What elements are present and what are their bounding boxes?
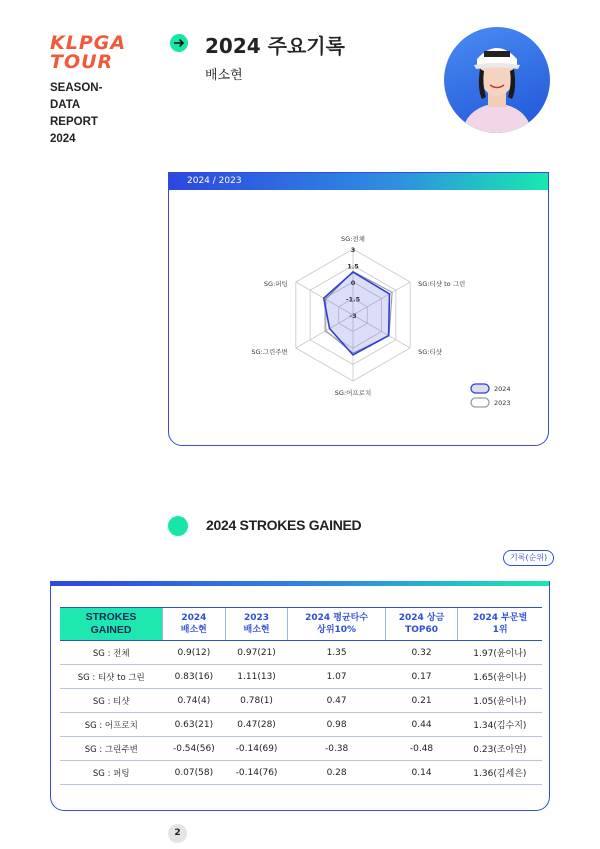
report-sub2: REPORT [50,116,98,128]
radar-axis-label: SG:어프로치 [334,389,372,397]
header-strokes-gained: STROKES GAINED [60,608,163,641]
table-cell: 0.83(16) [163,665,226,689]
radar-axis-label: SG:티샷 to 그린 [418,280,466,288]
radar-tick-label: -1.5 [345,295,361,304]
section-title: 2024 STROKES GAINED [206,517,362,533]
table-cell: 0.14 [385,761,457,785]
table-cell: 1.65(윤이나) [458,665,542,689]
row-label: SG : 티샷 [60,689,163,713]
table-cell: 1.07 [288,665,385,689]
table-cell: 1.11(13) [225,665,288,689]
radar-axis-label: SG:그린주변 [251,348,288,356]
row-label: SG : 그린주변 [60,737,163,761]
record-rank-badge: 기록(순위) [503,550,554,566]
table-cell: 1.34(김수지) [458,713,542,737]
radar-tick-label: 1.5 [347,262,359,271]
radar-tick-label: 3 [350,246,356,254]
legend-swatch-2024 [471,384,489,393]
logo-line1: KLPGA [50,32,127,54]
radar-axis-label: SG:전체 [341,235,365,243]
legend-label: 2024 [494,385,511,393]
table-header-cell: 2024 평균타수 상위10% [288,608,385,641]
table-row [60,641,542,665]
table-cell: -0.38 [288,737,385,761]
table-cell: 0.97(21) [225,641,288,665]
table-cell: 0.47 [288,689,385,713]
table-header-cell: 2024 부문별 1위 [458,608,542,641]
table-cell: 1.36(김세은) [458,761,542,785]
table-header-cell: 2024 배소현 [163,608,226,641]
table-header-cell: 2024 상금 TOP60 [385,608,457,641]
table-cell: 0.44 [385,713,457,737]
player-avatar [444,27,550,133]
table-row [60,761,542,785]
table-cell: 0.47(28) [225,713,288,737]
legend-swatch-2023 [471,398,489,407]
logo-line2: TOUR [50,51,114,73]
radar-card [168,172,549,446]
table-cell: 0.23(조아연) [458,737,542,761]
row-label: SG : 티샷 to 그린 [60,665,163,689]
table-cell: 0.98 [288,713,385,737]
table-cell: 0.28 [288,761,385,785]
section-dot-icon [168,516,188,536]
legend-label: 2023 [494,399,511,407]
table-row [60,665,542,689]
radar-chart [169,190,547,445]
radar-axis-label: SG:티샷 [418,348,443,356]
table-cell: -0.48 [385,737,457,761]
radar-tick-label: -3 [349,312,357,320]
table-cell: 1.05(윤이나) [458,689,542,713]
table-cell: 0.21 [385,689,457,713]
table-cell: 0.32 [385,641,457,665]
table-cell: 1.35 [288,641,385,665]
table-header-row [60,608,542,641]
radar-axis-label: SG:퍼팅 [263,280,288,288]
report-sub1: SEASON-DATA [50,82,103,111]
table-header-cell: 2023 배소현 [225,608,288,641]
strokes-gained-card [50,581,550,811]
table-cell: 0.78(1) [225,689,288,713]
table-cell: 1.97(윤이나) [458,641,542,665]
page-title: 2024 주요기록 [205,34,345,58]
table-body [60,641,542,785]
table-cell: -0.14(76) [225,761,288,785]
table-cell: 0.07(58) [163,761,226,785]
table-cell: 0.63(21) [163,713,226,737]
table-cell: 0.74(4) [163,689,226,713]
table-cell: 0.9(12) [163,641,226,665]
radar-tick-label: 0 [350,279,356,287]
table-cell: -0.54(56) [163,737,226,761]
report-label [50,80,130,148]
klpga-logo [50,34,130,148]
radar-period: 2024 / 2023 [169,173,548,190]
row-label: SG : 전체 [60,641,163,665]
card-top-bar [51,581,549,586]
table-row [60,713,542,737]
table-cell: 0.17 [385,665,457,689]
player-name: 배소현 [205,68,243,83]
row-label: SG : 어프로치 [60,713,163,737]
strokes-gained-table [60,607,542,785]
table-row [60,737,542,761]
row-label: SG : 퍼팅 [60,761,163,785]
table-row [60,689,542,713]
table-cell: -0.14(69) [225,737,288,761]
report-sub3: 2024 [50,133,76,145]
arrow-right-icon [170,34,188,52]
page-number: 2 [168,824,187,843]
